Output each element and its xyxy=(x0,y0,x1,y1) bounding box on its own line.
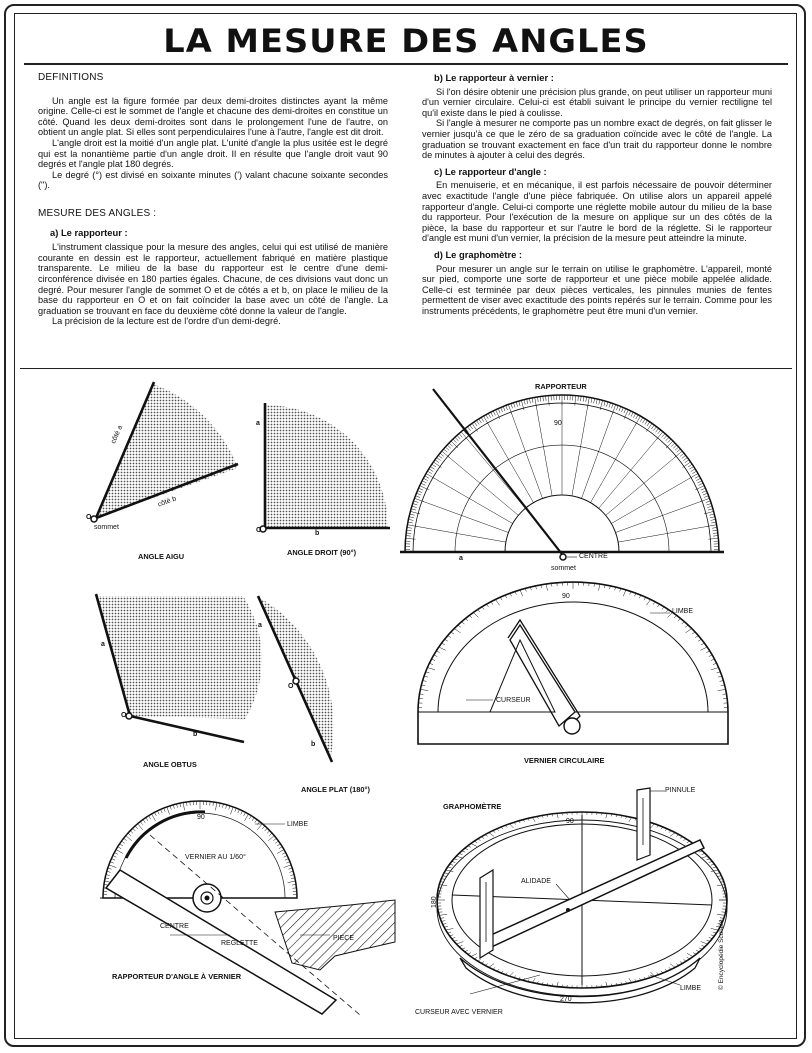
grapho-pinnule-label: PINNULE xyxy=(665,787,696,794)
rav-90-label: 90 xyxy=(197,814,205,821)
rapporteur-sommet-label: sommet xyxy=(551,565,576,572)
circular-vernier-figure xyxy=(418,582,728,744)
mesure-heading: MESURE DES ANGLES : xyxy=(38,207,157,219)
rav-reglette-label: REGLETTE xyxy=(221,940,258,947)
right-a-label: a xyxy=(256,420,260,427)
obtuse-angle-figure xyxy=(96,594,262,742)
vernier-para-1: Si l'on désire obtenir une précision plus grande, on peut utiliser un rapporteur muni d'un vernier circulaire. Celui-ci est établi suivant le principe du vernier rectiligne tel qu'il existe dans le pied à coulisse. xyxy=(422,86,772,118)
obtuse-a-label: a xyxy=(101,641,105,648)
angle-heading: c) Le rapporteur d'angle : xyxy=(434,165,547,177)
grapho-heading: d) Le graphomètre : xyxy=(434,248,523,260)
rapporteur-heading: a) Le rapporteur : xyxy=(50,226,128,238)
vernier-90-label: 90 xyxy=(562,593,570,600)
rav-caption: RAPPORTEUR D'ANGLE À VERNIER xyxy=(112,972,242,981)
rapporteur-caption: RAPPORTEUR xyxy=(535,382,587,391)
graphometer-figure xyxy=(437,788,727,1003)
flat-o-label: O xyxy=(288,683,294,690)
grapho-alidade-label: ALIDADE xyxy=(521,878,551,885)
cote-b-label: côté b xyxy=(157,495,178,509)
angle-obtus-caption: ANGLE OBTUS xyxy=(143,760,197,769)
right-angle-figure xyxy=(260,403,390,532)
rapporteur-para-1: L'instrument classique pour la mesure des angles, celui qui est utilisé de manière courante en dessin est le rapporteur, actuellement fabriqué en matière plastique transparente. Le milieu de la base du rapporteur est le centre d'une demi-circonférence divisée en 180 parties égales. Chacune, de ces divisions vaut donc un degré. Pour mesurer l'angle de sommet O et de côtés a et b, on place le milieu de la base du rapporteur en O et on fait coïncider la base avec un côté de l'angle. La graduation se trouvant en face du deuxième côté donne la valeur de l'angle. xyxy=(38,242,388,316)
grapho-180-label: 180 xyxy=(431,896,438,908)
definitions-para-3: Le degré (°) est divisé en soixante minutes (') valant chacune soixante secondes ("). xyxy=(38,169,388,191)
definitions-para-2: L'angle droit est la moitié d'un angle plat. L'unité d'angle la plus usitée est le degré qui est la nonantième partie d'un angle droit. Il en résulte que l'angle droit vaut 90 degrés et l'angle plat 180 degrés. xyxy=(38,137,388,170)
right-o-label: O xyxy=(256,527,262,534)
angle-para-1: En menuiserie, et en mécanique, il est parfois nécessaire de pouvoir déterminer avec exactitude l'angle d'une pièce fabriquée. On utilise alors un appareil appelé rapporteur d'angle. Celui-ci comporte une réglette mobile autour du milieu de la base du rapporteur. Pour l'exécution de la mesure on applique sur un des côtés de la pièce, la base du rapporteur et sur l'autre le bord de la réglette. Si le rapporteur d'angle est muni d'un vernier, la précision de la mesure peut atteindre la minute. xyxy=(422,180,772,244)
angle-protractor-vernier-figure xyxy=(100,801,395,1015)
vernier-curseur-label: CURSEUR xyxy=(496,697,531,704)
rav-centre-label: CENTRE xyxy=(160,923,189,930)
graphometre-caption: GRAPHOMÈTRE xyxy=(443,802,502,811)
page-title: LA MESURE DES ANGLES xyxy=(163,22,649,60)
cote-a-label: côté a xyxy=(110,424,125,445)
rapporteur-90-label: 90 xyxy=(554,420,562,427)
grapho-limbe-label: LIMBE xyxy=(680,985,702,992)
rav-vernier-label: VERNIER AU 1/60° xyxy=(185,854,246,861)
rapporteur-a-label: a xyxy=(459,555,463,562)
acute-o-label: O xyxy=(86,514,92,521)
definitions-heading: DEFINITIONS xyxy=(38,72,104,83)
protractor-figure xyxy=(400,389,724,560)
straight-angle-figure xyxy=(258,596,334,762)
obtuse-o-label: O xyxy=(121,712,127,719)
angle-plat-caption: ANGLE PLAT (180°) xyxy=(301,785,370,794)
grapho-curseur-label: CURSEUR AVEC VERNIER xyxy=(415,1009,503,1016)
rav-piece-label: PIECE xyxy=(333,935,355,942)
copyright-notice: © Encyclopédie Scolaire xyxy=(718,919,725,990)
angle-droit-caption: ANGLE DROIT (90°) xyxy=(287,548,357,557)
vernier-limbe-label: LIMBE xyxy=(672,608,694,615)
grapho-90-label: 90 xyxy=(566,818,574,825)
vernier-para-2: Si l'angle à mesurer ne comporte pas un nombre exact de degrés, on fait glisser le vernier jusqu'à ce que le zéro de sa graduation coïncide avec le côté de l'angle. La graduation se trouvant exactement en face d'un trait du rapporteur donne le nombre de minutes à ajouter à celui des degrés. xyxy=(422,118,772,161)
grapho-para-1: Pour mesurer un angle sur le terrain on utilise le graphomètre. L'appareil, monté sur pied, comporte une sorte de rapporteur et une pièce mobile appelée alidade. Celle-ci est terminée par deux pièces verticales, les pinnules munies de fentes permettent de viser avec exactitude des points repérés sur le terrain. Comme pour les instruments précédents, le graphomètre peut être muni d'un vernier. xyxy=(422,263,772,316)
flat-a-label: a xyxy=(258,622,262,629)
rapporteur-para-2: La précision de la lecture est de l'ordre d'un demi-degré. xyxy=(52,316,281,327)
rav-limbe-label: LIMBE xyxy=(287,821,309,828)
angle-aigu-caption: ANGLE AIGU xyxy=(138,552,185,561)
vernier-heading: b) Le rapporteur à vernier : xyxy=(434,72,554,83)
flat-b-label: b xyxy=(311,741,316,748)
vernier-circulaire-caption: VERNIER CIRCULAIRE xyxy=(524,756,605,765)
definitions-para-1: Un angle est la figure formée par deux demi-droites distinctes ayant la même origine. Celle-ci est le sommet de l'angle et chacune des demi-droites en constitue un côté. Quand les deux demi-droites sont dans le prolongement l'une de l'autre, on obtient un angle plat. Si elles sont perpendiculaires l'une à l'autre, l'angle est dit droit. xyxy=(38,95,388,138)
rapporteur-centre-label: CENTRE xyxy=(579,553,608,560)
grapho-270-label: 270 xyxy=(560,996,572,1003)
right-b-label: b xyxy=(315,530,320,537)
obtuse-b-label: b xyxy=(193,731,198,738)
acute-sommet-label: sommet xyxy=(94,524,119,531)
